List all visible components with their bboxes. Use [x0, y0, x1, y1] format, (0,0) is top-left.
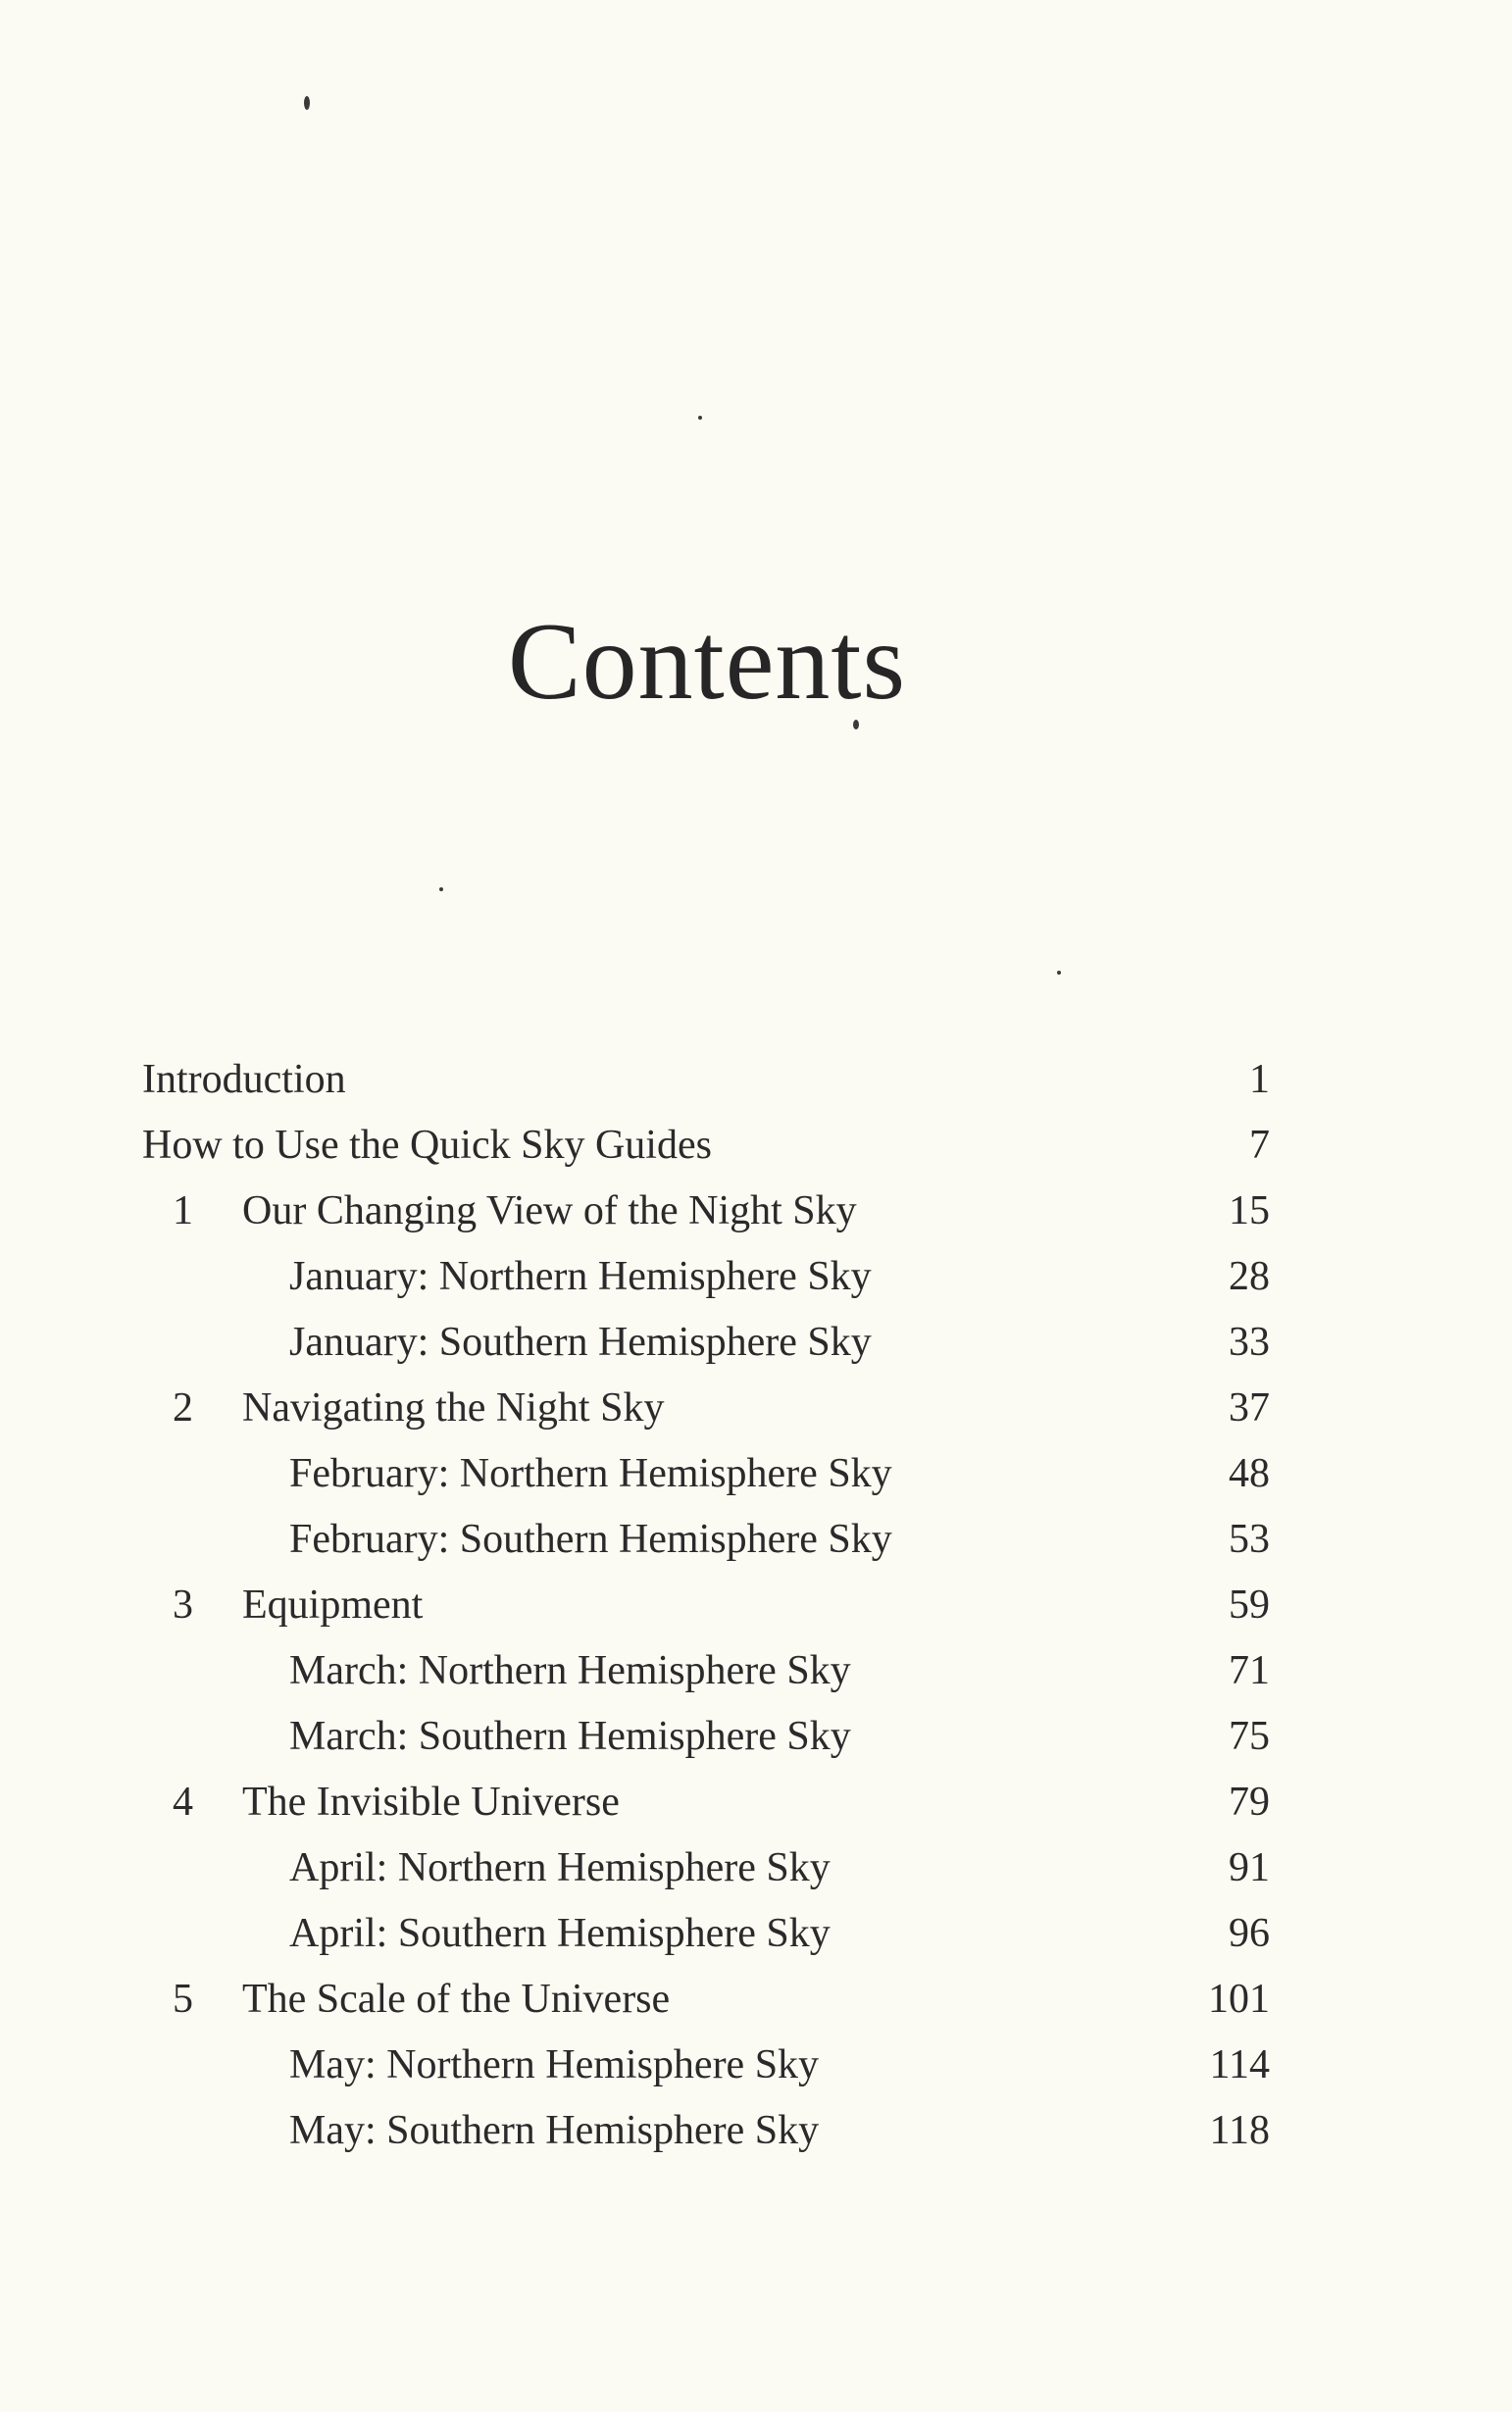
- toc-entry-label: Introduction: [142, 1057, 346, 1102]
- toc-guide-entry[interactable]: [142, 1835, 1270, 1901]
- chapter-number: 2: [173, 1385, 193, 1431]
- chapter-number: 4: [173, 1780, 193, 1825]
- toc-guide-entry[interactable]: [142, 1244, 1270, 1310]
- toc-entry-label: March: Northern Hemisphere Sky: [289, 1648, 851, 1693]
- toc-entry-label: The Scale of the Universe: [242, 1977, 671, 2022]
- toc-entry-page: 71: [1229, 1648, 1270, 1693]
- scan-speck: [304, 96, 310, 110]
- toc-entry-page: 28: [1229, 1254, 1270, 1299]
- toc-entry-page: 101: [1208, 1977, 1270, 2022]
- scan-speck: [439, 887, 443, 891]
- toc-entry-page: 53: [1229, 1517, 1270, 1562]
- toc-entry-page: 15: [1229, 1188, 1270, 1233]
- toc-guide-entry[interactable]: [142, 1507, 1270, 1573]
- toc-entry-page: 79: [1229, 1780, 1270, 1825]
- toc-guide-entry[interactable]: [142, 2098, 1270, 2164]
- toc-entry-label: The Invisible Universe: [242, 1780, 620, 1825]
- chapter-number: 1: [173, 1188, 193, 1233]
- toc-guide-entry[interactable]: [142, 1638, 1270, 1704]
- toc-entry-page: 33: [1229, 1320, 1270, 1365]
- toc-entry-label: January: Southern Hemisphere Sky: [289, 1320, 872, 1365]
- toc-entry-label: February: Northern Hemisphere Sky: [289, 1451, 892, 1496]
- toc-entry-label: February: Southern Hemisphere Sky: [289, 1517, 892, 1562]
- toc-guide-entry[interactable]: [142, 1704, 1270, 1770]
- toc-entry-page: 118: [1209, 2108, 1270, 2153]
- toc-entry-label: Our Changing View of the Night Sky: [242, 1188, 857, 1233]
- toc-entry-label: March: Southern Hemisphere Sky: [289, 1714, 851, 1759]
- toc-chapter-1[interactable]: [142, 1179, 1270, 1244]
- toc-entry-page: 91: [1229, 1845, 1270, 1890]
- toc-entry-page: 75: [1229, 1714, 1270, 1759]
- toc-guide-entry[interactable]: [142, 2033, 1270, 2098]
- toc-entry-page: 96: [1229, 1911, 1270, 1956]
- toc-entry-label: April: Southern Hemisphere Sky: [289, 1911, 831, 1956]
- toc-entry-label: May: Southern Hemisphere Sky: [289, 2108, 820, 2153]
- chapter-number: 3: [173, 1583, 193, 1628]
- chapter-number: 5: [173, 1977, 193, 2022]
- toc-entry-page: 1: [1249, 1057, 1270, 1102]
- toc-entry-page: 114: [1209, 2042, 1270, 2087]
- toc-entry-page: 59: [1229, 1583, 1270, 1628]
- toc-entry-label: Equipment: [242, 1583, 424, 1628]
- scan-speck: [1057, 971, 1061, 975]
- toc-entry-introduction[interactable]: [142, 1047, 1270, 1113]
- scan-speck: [698, 416, 702, 420]
- toc-entry-label: April: Northern Hemisphere Sky: [289, 1845, 831, 1890]
- toc-entry-label: Navigating the Night Sky: [242, 1385, 665, 1431]
- table-of-contents: [142, 1047, 1270, 2164]
- page-title: Contents: [507, 601, 907, 723]
- toc-entry-page: 48: [1229, 1451, 1270, 1496]
- toc-entry-label: May: Northern Hemisphere Sky: [289, 2042, 820, 2087]
- toc-chapter-2[interactable]: [142, 1376, 1270, 1441]
- toc-chapter-5[interactable]: [142, 1967, 1270, 2033]
- toc-entry-how-to-use[interactable]: [142, 1113, 1270, 1179]
- toc-guide-entry[interactable]: [142, 1901, 1270, 1967]
- toc-guide-entry[interactable]: [142, 1310, 1270, 1376]
- toc-entry-label: How to Use the Quick Sky Guides: [142, 1123, 712, 1168]
- toc-entry-label: January: Northern Hemisphere Sky: [289, 1254, 872, 1299]
- toc-chapter-3[interactable]: [142, 1573, 1270, 1638]
- toc-chapter-4[interactable]: [142, 1770, 1270, 1835]
- toc-entry-page: 37: [1229, 1385, 1270, 1431]
- toc-entry-page: 7: [1249, 1123, 1270, 1168]
- toc-guide-entry[interactable]: [142, 1441, 1270, 1507]
